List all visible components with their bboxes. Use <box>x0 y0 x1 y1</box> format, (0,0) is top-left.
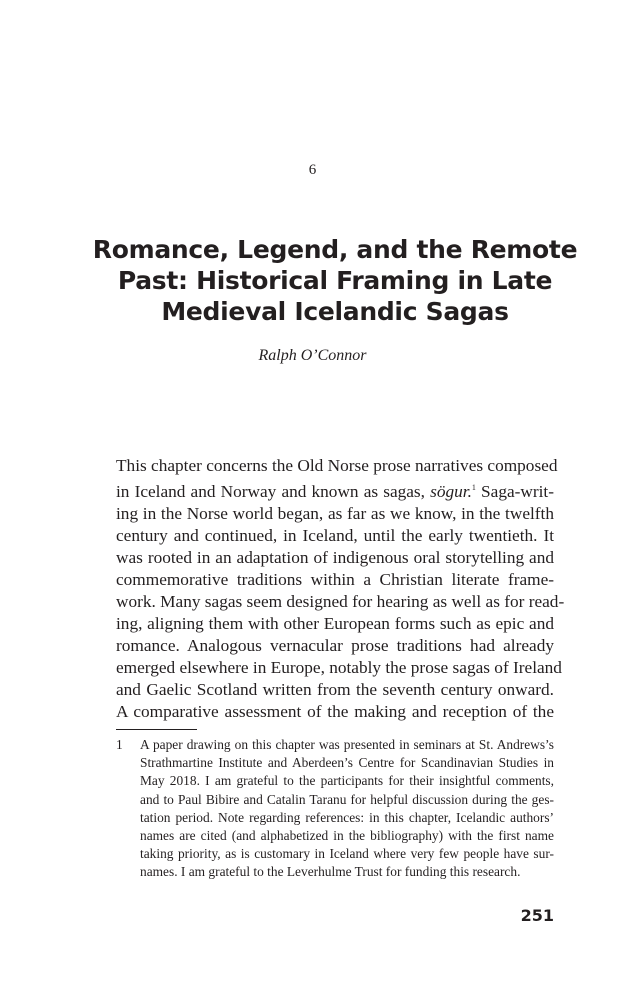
body-line: and Gaelic Scotland written from the seventh century onward. <box>116 679 554 699</box>
body-line: A comparative assessment of the making and reception of the <box>116 701 554 721</box>
body-line: commemorative traditions within a Christian literate frame- <box>116 569 554 589</box>
chapter-number: 6 <box>308 162 317 178</box>
footnote-ref[interactable]: 1 <box>471 483 476 492</box>
footnote-divider <box>116 729 197 730</box>
footnote-line: A paper drawing on this chapter was presented in seminars at St. Andrews’s <box>140 737 554 752</box>
footnote-line: names are cited (and alphabetized in the bibliography) with the first name <box>140 828 554 844</box>
title-line: Romance, Legend, and the Remote <box>92 235 578 264</box>
footnote-number: 1 <box>116 737 123 752</box>
body-line: emerged elsewhere in Europe, notably the prose sagas of Ireland <box>116 657 562 677</box>
author-name: Ralph O’Connor <box>258 347 367 364</box>
body-line: was rooted in an adaptation of indigenous oral storytelling and <box>116 547 554 567</box>
italic-term: sögur. <box>430 481 472 501</box>
body-line: century and continued, in Iceland, until the early twentieth. It <box>116 525 554 545</box>
body-line <box>116 477 554 503</box>
body-line-text: Saga-writ- <box>481 481 554 501</box>
body-line: This chapter concerns the Old Norse prose narratives composed <box>116 456 558 475</box>
body-line-text: in Iceland and Norway and known as sagas, <box>116 481 425 501</box>
title-line: Past: Historical Framing in Late <box>117 266 553 295</box>
body-paragraph <box>116 455 565 723</box>
body-line: work. Many sagas seem designed for hearing as well as for read- <box>116 591 565 611</box>
footnote-line: May 2018. I am grateful to the participants for their insightful comments, <box>140 773 554 789</box>
page-number: 251 <box>520 906 554 925</box>
chapter-title <box>80 234 590 327</box>
footnote-line: taking priority, as is customary in Iceland where very few people have sur- <box>140 846 554 862</box>
body-line: ing in the Norse world began, as far as we know, in the twelfth <box>116 503 554 523</box>
footnote-line: names. I am grateful to the Leverhulme Trust for funding this research. <box>140 864 521 880</box>
body-line: romance. Analogous vernacular prose traditions had already <box>116 635 554 655</box>
body-line: ing, aligning them with other European forms such as epic and <box>116 613 554 633</box>
footnote-line: tation period. Note regarding references: in this chapter, Icelandic authors’ <box>140 809 554 825</box>
footnote-line: Strathmartine Institute and Aberdeen’s Centre for Scandinavian Studies in <box>140 755 554 771</box>
footnote <box>116 736 554 882</box>
footnote-line: and to Paul Bibire and Catalin Taranu for helpful discussion during the ges- <box>140 791 554 807</box>
title-line: Medieval Icelandic Sagas <box>161 297 509 326</box>
